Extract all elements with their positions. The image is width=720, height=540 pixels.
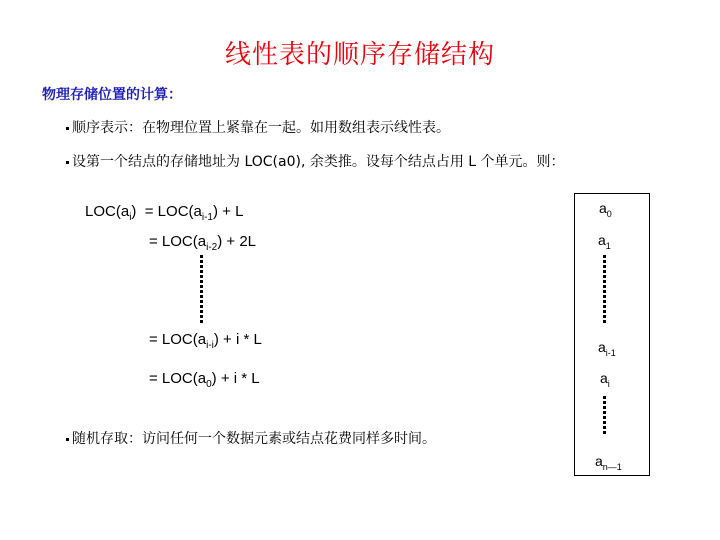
formula-line-2 [149, 331, 262, 351]
formula-text: LOC(a [85, 203, 130, 220]
memory-cell-a1: $a_1$ [598, 232, 611, 251]
memory-cell-a0: $a_0$ [599, 200, 612, 219]
formula-text: ) + 2L [217, 233, 257, 250]
formula-text: ) + i * L [213, 331, 262, 348]
formula-text: ) [131, 203, 137, 220]
formula-text: ) + L [213, 203, 244, 220]
bullet-text: 设第一个结点的存储地址为 LOC(a0), 余类推。设每个结点占用 L 个单元。则： [72, 154, 565, 170]
section-heading: 物理存储位置的计算： [42, 87, 182, 103]
formula-subscript: 0 [206, 379, 212, 390]
page-title: 线性表的顺序存储结构 [224, 40, 495, 70]
bullet-dot-icon [66, 161, 69, 164]
memory-cell-ai: $a_i$ [600, 370, 610, 389]
bullet-random-access [66, 428, 436, 448]
formula-text: = LOC(a [149, 370, 207, 387]
memory-ellipsis-lower [603, 396, 606, 436]
bullet-dot-icon [66, 438, 69, 441]
formula-line-1 [149, 233, 256, 253]
bullet-sequential-representation [66, 117, 450, 137]
formula-subscript: i-1 [201, 212, 213, 223]
formula-line-3 [149, 370, 260, 390]
bullet-text: 随机存取：访问任何一个数据元素或结点花费同样多时间。 [72, 431, 436, 447]
formula-text: = LOC(a [136, 203, 202, 220]
memory-cell-an-1: $a_{n—1}$ [595, 453, 622, 472]
formula-text: ) + i * L [211, 370, 260, 387]
ellipsis-vertical-dots [200, 255, 203, 325]
memory-cell-ai-1: $a_{i-1}$ [598, 339, 616, 358]
bullet-dot-icon [66, 127, 69, 130]
formula-subscript: i-2 [206, 242, 218, 253]
memory-block-diagram [574, 193, 650, 476]
bullet-address-assumption [66, 151, 565, 171]
formula-text: = LOC(a [149, 331, 207, 348]
formula-line-0 [85, 203, 243, 223]
formula-subscript: i-i [206, 340, 214, 351]
formula-text: = LOC(a [149, 233, 207, 250]
memory-ellipsis-upper [603, 255, 606, 325]
formula-subscript: i [129, 212, 132, 223]
bullet-text: 顺序表示：在物理位置上紧靠在一起。如用数组表示线性表。 [72, 120, 450, 136]
